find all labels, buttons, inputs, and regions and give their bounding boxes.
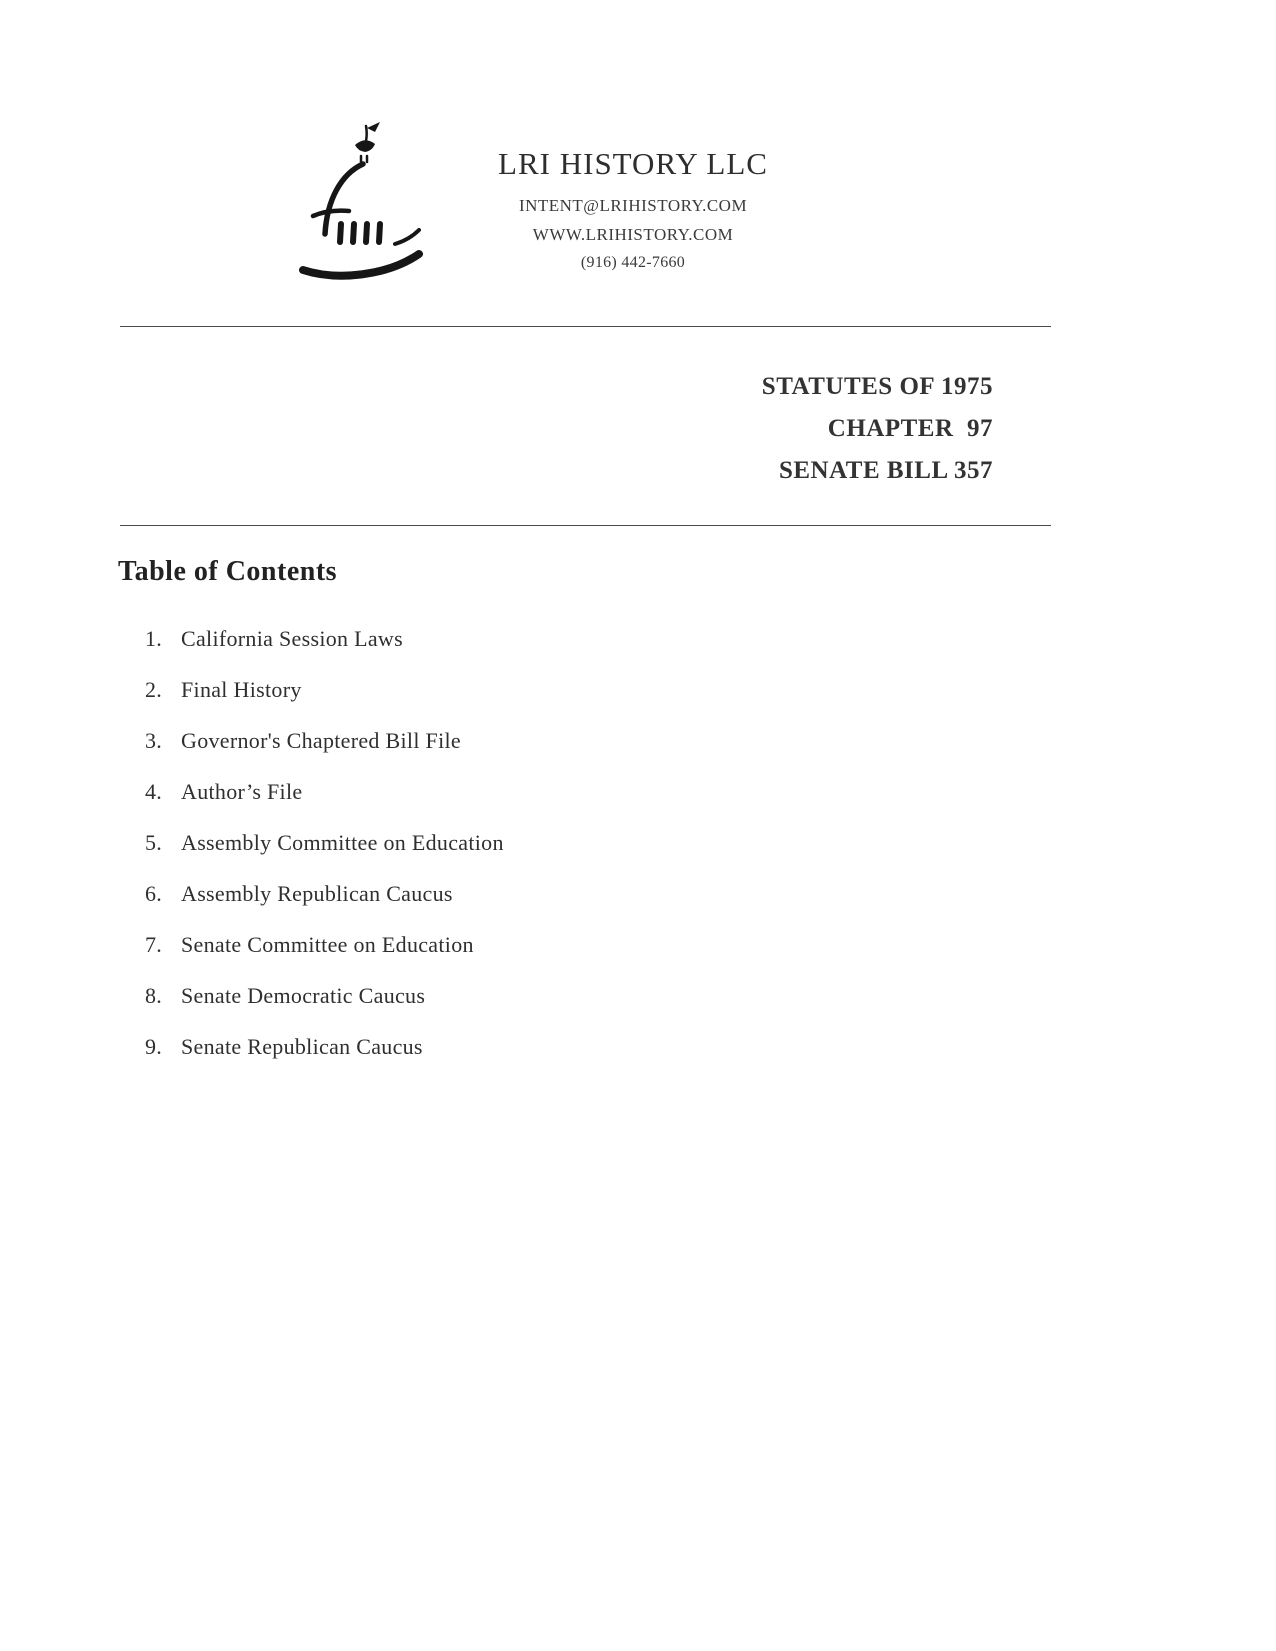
toc-item-number: 2. [145, 677, 163, 702]
divider-top [120, 326, 1051, 327]
toc-item-label: Governor's Chaptered Bill File [181, 728, 461, 753]
toc-item-label: California Session Laws [181, 626, 403, 651]
toc-item [145, 932, 1018, 958]
toc-item [145, 779, 1018, 805]
toc-item [145, 677, 1018, 703]
statutes-line: STATUTES OF 1975 [761, 373, 993, 400]
document-reference [762, 366, 993, 492]
toc-item-label: Author’s File [181, 779, 303, 804]
toc-title: Table of Contents [118, 556, 338, 587]
toc-item [145, 1034, 1018, 1060]
toc-item-number: 6. [145, 881, 163, 906]
toc-item-number: 8. [145, 983, 163, 1008]
toc-item-label: Final History [181, 677, 302, 702]
toc-item-label: Assembly Republican Caucus [181, 881, 453, 906]
toc-item-number: 9. [145, 1034, 163, 1059]
toc-item [145, 626, 1018, 652]
website-text: WWW.LRIHISTORY.COM [532, 225, 734, 244]
company-name: LRI HISTORY LLC [498, 146, 768, 181]
toc-item-number: 5. [145, 830, 163, 855]
phone-text: (916) 442-7660 [580, 254, 686, 271]
toc-item-label: Senate Democratic Caucus [181, 983, 426, 1008]
toc-item [145, 983, 1018, 1009]
senate-bill-line: SENATE BILL 357 [778, 457, 993, 484]
toc-item [145, 830, 1018, 856]
chapter-line: CHAPTER 97 [827, 415, 993, 442]
contact-block [483, 146, 783, 281]
toc-item-number: 3. [145, 728, 163, 753]
divider-bottom [120, 525, 1051, 526]
letterhead [295, 118, 783, 288]
toc-item-number: 7. [145, 932, 163, 957]
table-of-contents [118, 556, 1018, 1085]
toc-item-label: Assembly Committee on Education [181, 830, 504, 855]
toc-item-number: 4. [145, 779, 163, 804]
email-text: INTENT@LRIHISTORY.COM [518, 196, 748, 215]
toc-list [118, 626, 1018, 1060]
toc-item [145, 728, 1018, 754]
toc-item-label: Senate Republican Caucus [181, 1034, 423, 1059]
capitol-dome-logo-icon [295, 118, 445, 288]
toc-item-label: Senate Committee on Education [181, 932, 474, 957]
toc-item-number: 1. [145, 626, 163, 651]
toc-item [145, 881, 1018, 907]
